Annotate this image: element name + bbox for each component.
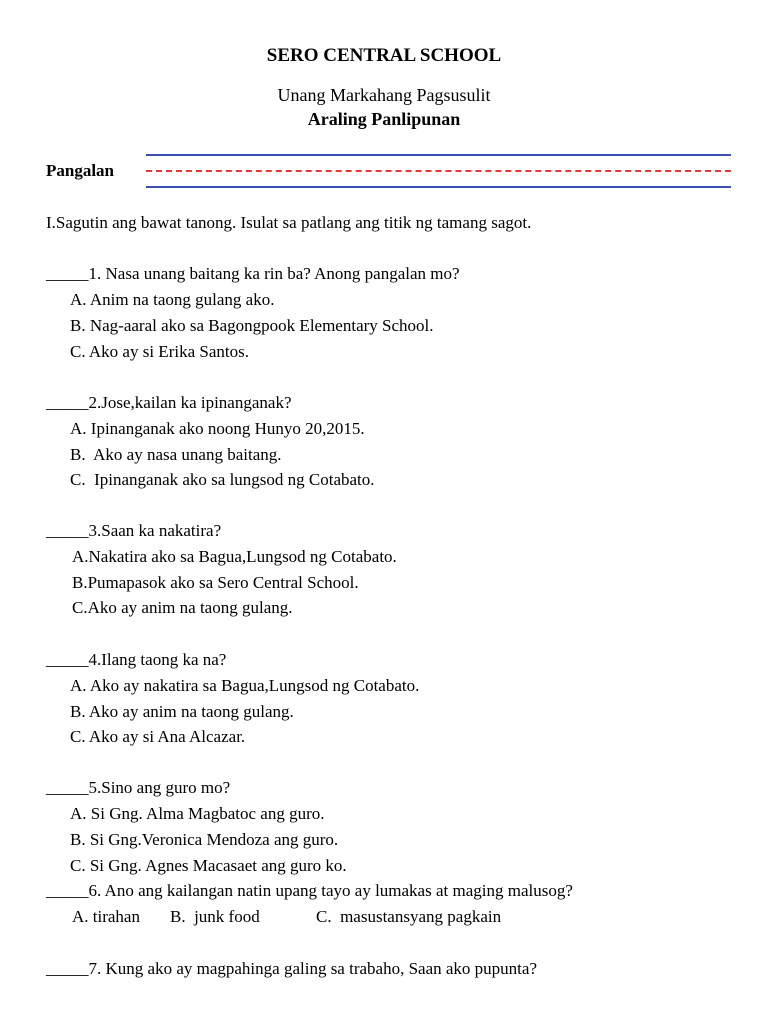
question-3: _____3.Saan ka nakatira? [46,521,222,540]
choice-3b: B.Pumapasok ako sa Sero Central School. [72,573,359,592]
name-line-bottom [146,186,731,188]
choice-2b: B. Ako ay nasa unang baitang. [70,445,282,464]
choice-5a: A. Si Gng. Alma Magbatoc ang guro. [70,804,325,823]
name-line-top [146,154,731,156]
school-name: SERO CENTRAL SCHOOL [266,45,502,66]
question-5: _____5.Sino ang guro mo? [46,778,231,797]
subject-title: Araling Panlipunan [307,109,461,129]
question-4: _____4.Ilang taong ka na? [46,650,227,669]
choice-5c: C. Si Gng. Agnes Macasaet ang guro ko. [70,856,347,875]
choice-6a: A. tirahan [72,907,140,926]
question-7: _____7. Kung ako ay magpahinga galing sa trabaho, Saan ako pupunta? [46,959,537,978]
choice-1a: A. Anim na taong gulang ako. [70,290,275,309]
choice-5b: B. Si Gng.Veronica Mendoza ang guro. [70,830,339,849]
choice-2a: A. Ipinanganak ako noong Hunyo 20,2015. [70,419,365,438]
choice-6b: B. junk food [170,907,260,926]
choice-1c: C. Ako ay si Erika Santos. [70,342,249,361]
choice-4b: B. Ako ay anim na taong gulang. [70,702,294,721]
question-1: _____1. Nasa unang baitang ka rin ba? Anong pangalan mo? [46,264,460,283]
instruction: I.Sagutin ang bawat tanong. Isulat sa patlang ang titik ng tamang sagot. [46,213,532,232]
name-label: Pangalan [46,161,115,180]
choice-4a: A. Ako ay nakatira sa Bagua,Lungsod ng Cotabato. [70,676,420,695]
choice-3c: C.Ako ay anim na taong gulang. [72,598,293,617]
choice-4c: C. Ako ay si Ana Alcazar. [70,727,246,746]
exam-title: Unang Markahang Pagsusulit [277,85,491,105]
choice-6c: C. masustansyang pagkain [316,907,502,926]
question-6: _____6. Ano ang kailangan natin upang tayo ay lumakas at maging malusog? [46,881,573,900]
name-line-dashed [146,170,731,172]
question-2: _____2.Jose,kailan ka ipinanganak? [46,393,292,412]
choice-2c: C. Ipinanganak ako sa lungsod ng Cotabato. [70,470,375,489]
choice-3a: A.Nakatira ako sa Bagua,Lungsod ng Cotabato. [72,547,397,566]
choice-1b: B. Nag-aaral ako sa Bagongpook Elementary School. [70,316,434,335]
